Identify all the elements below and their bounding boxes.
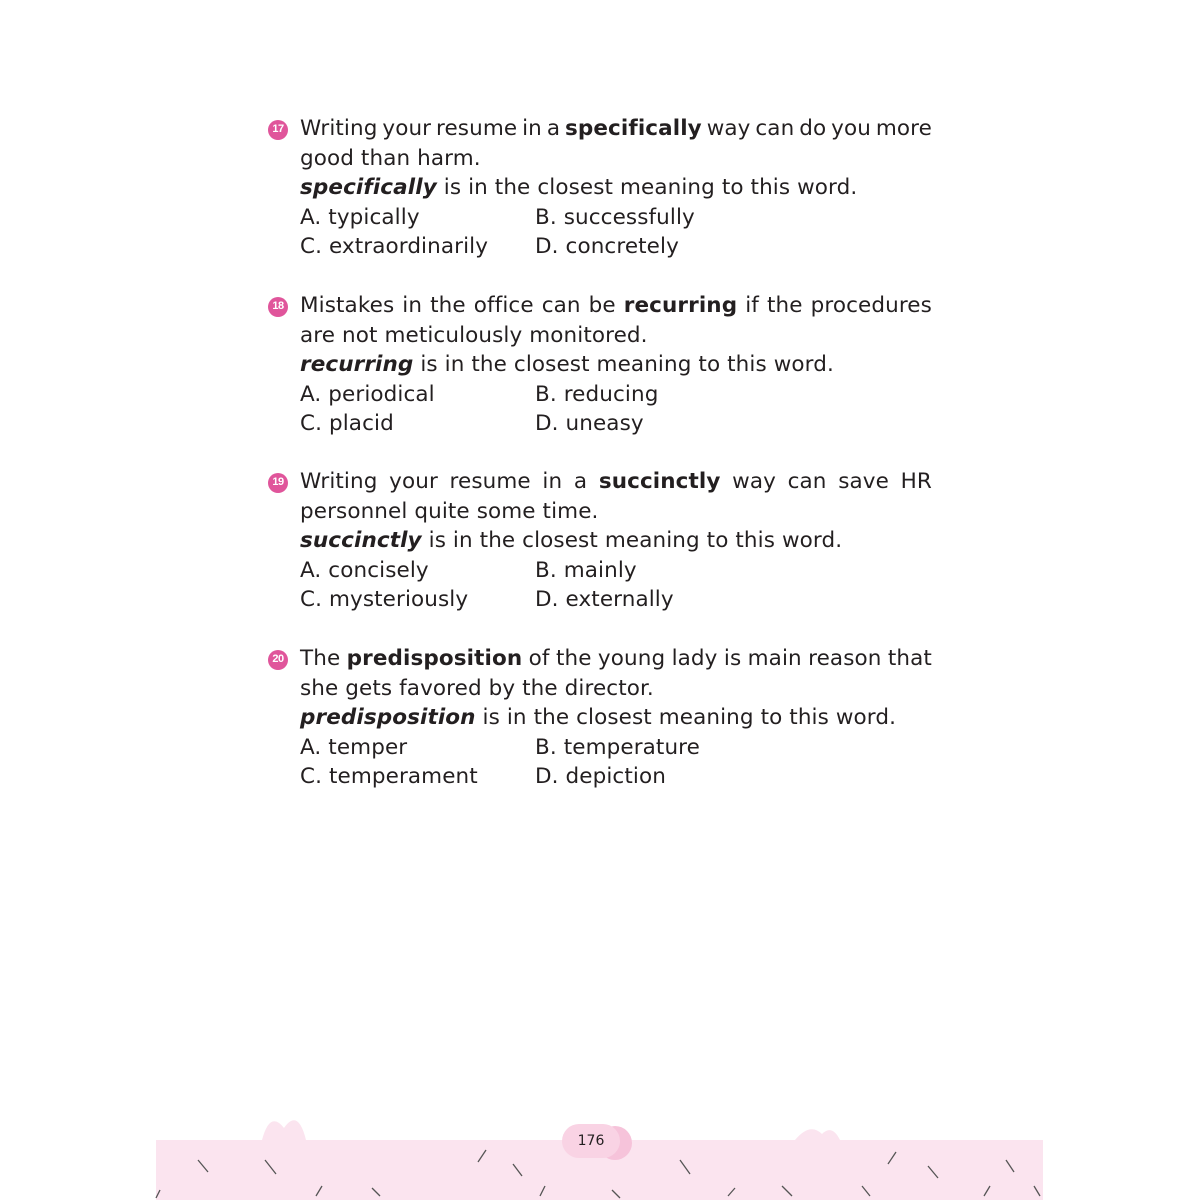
word: way — [706, 116, 751, 141]
question-stem-line2: personnel quite some time. — [300, 498, 599, 524]
option-d[interactable]: D. externally — [535, 587, 674, 612]
word: can — [787, 469, 827, 494]
word: Writing — [300, 469, 378, 494]
option-a[interactable]: A. typically — [300, 204, 420, 230]
page-number: 176 — [562, 1124, 620, 1158]
prompt-text: is in the closest meaning to this word. — [475, 705, 897, 730]
word: in — [402, 293, 423, 318]
word: reason — [808, 646, 882, 671]
word: resume — [436, 116, 518, 141]
question-number-badge: 18 — [268, 297, 288, 317]
word: be — [588, 293, 616, 318]
option-a[interactable]: A. concisely — [300, 557, 429, 583]
word: the — [555, 646, 592, 671]
option-b[interactable]: B. temperature — [535, 734, 700, 760]
word: of — [528, 646, 550, 671]
word: a — [573, 469, 588, 494]
word: the — [767, 293, 803, 318]
prompt-text: is in the closest meaning to this word. — [421, 528, 843, 553]
word: HR — [900, 469, 932, 494]
word: main — [747, 646, 802, 671]
prompt-text: is in the closest meaning to this word. — [413, 352, 834, 377]
word: your — [382, 116, 432, 141]
option-d[interactable]: D. concretely — [535, 234, 679, 259]
prompt-text: is in the closest meaning to this word. — [436, 175, 858, 200]
word: in — [522, 116, 542, 141]
word: Mistakes — [300, 293, 395, 318]
option-c[interactable]: C. temperament — [300, 764, 478, 789]
word: a — [546, 116, 561, 141]
word: can — [541, 293, 581, 318]
question-number-badge: 20 — [268, 650, 288, 670]
option-d[interactable]: D. uneasy — [535, 411, 644, 436]
word: that — [887, 646, 932, 671]
option-c[interactable]: C. placid — [300, 411, 394, 436]
target-word: specifically — [564, 116, 702, 141]
footer-wave-shape — [795, 1129, 840, 1140]
question-stem-line2: good than harm. — [300, 145, 481, 171]
keyword: specifically — [300, 175, 437, 200]
word: procedures — [810, 293, 932, 318]
word: office — [473, 293, 534, 318]
word: you — [831, 116, 871, 141]
word: your — [389, 469, 438, 494]
word: the — [430, 293, 466, 318]
word: The — [300, 646, 341, 671]
word: is — [723, 646, 742, 671]
word: young — [597, 646, 666, 671]
question-number-badge: 17 — [268, 120, 288, 140]
question-stem-line2: she gets favored by the director. — [300, 675, 654, 701]
word: do — [799, 116, 827, 141]
footer-wave-shape — [262, 1120, 306, 1140]
word: Writing — [300, 116, 378, 141]
question-stem-line2: are not meticulously monitored. — [300, 322, 648, 348]
option-d[interactable]: D. depiction — [535, 764, 666, 789]
target-word: predisposition — [346, 646, 523, 671]
option-a[interactable]: A. temper — [300, 734, 408, 760]
option-b[interactable]: B. mainly — [535, 557, 637, 583]
word: lady — [671, 646, 718, 671]
question-number-badge: 19 — [268, 473, 288, 493]
word: if — [745, 293, 759, 318]
word: in — [542, 469, 563, 494]
word: way — [732, 469, 776, 494]
option-b[interactable]: B. reducing — [535, 381, 659, 407]
keyword: succinctly — [300, 528, 422, 553]
word: save — [838, 469, 889, 494]
option-b[interactable]: B. successfully — [535, 204, 695, 230]
word: more — [875, 116, 932, 141]
option-c[interactable]: C. mysteriously — [300, 587, 469, 612]
word: can — [755, 116, 795, 141]
target-word: succinctly — [598, 469, 721, 494]
keyword: predisposition — [300, 705, 476, 730]
target-word: recurring — [623, 293, 738, 318]
word: resume — [449, 469, 531, 494]
option-a[interactable]: A. periodical — [300, 381, 435, 407]
keyword: recurring — [300, 352, 414, 377]
option-c[interactable]: C. extraordinarily — [300, 234, 489, 259]
